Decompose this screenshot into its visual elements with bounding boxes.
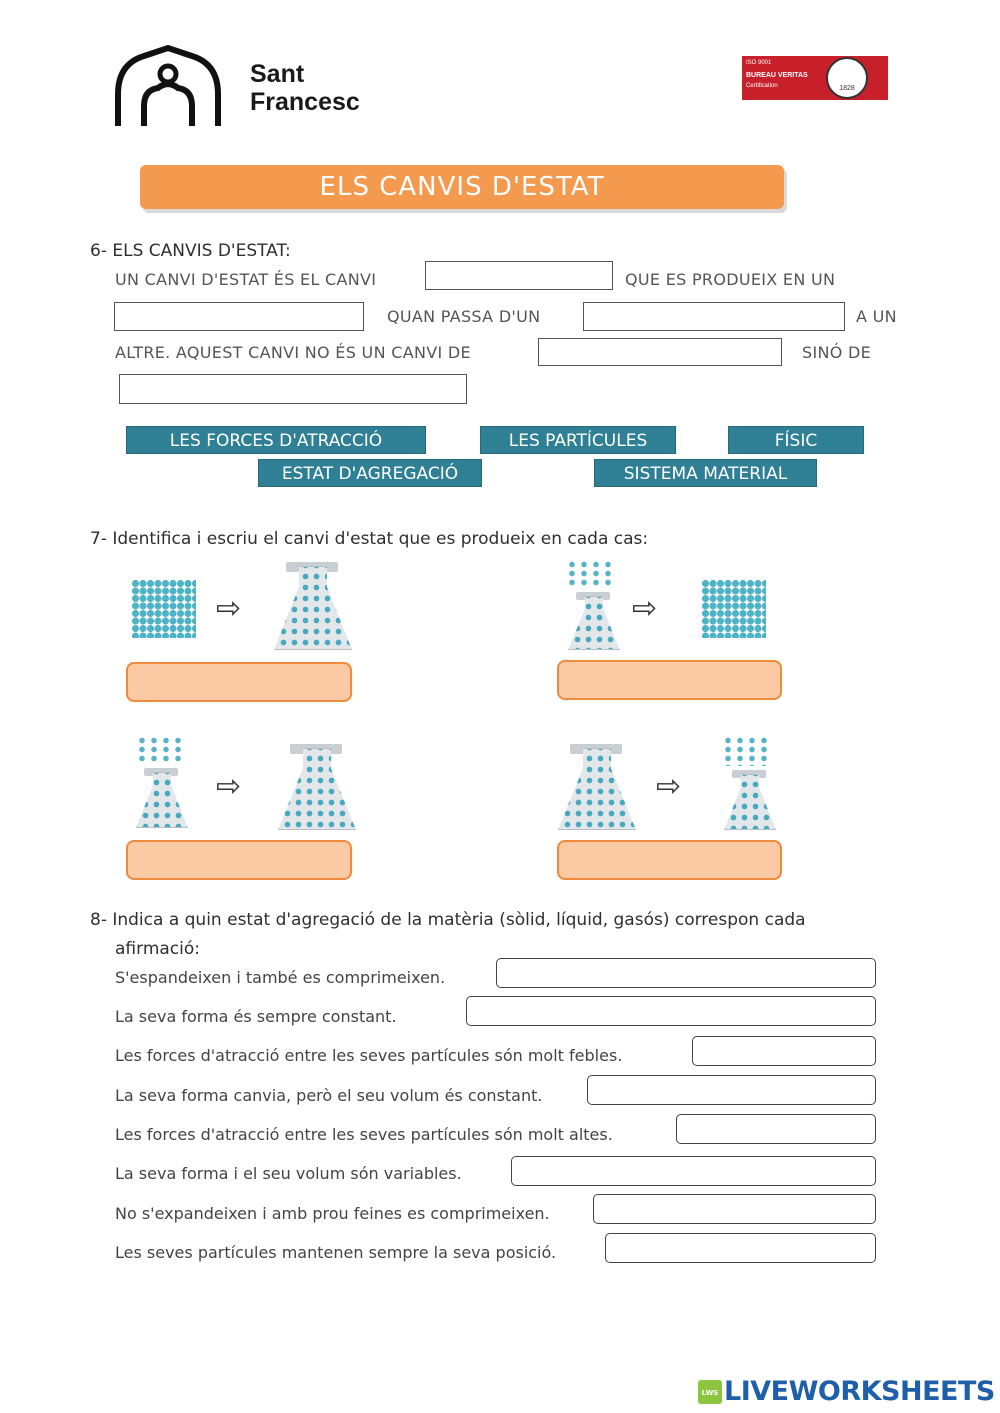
liquid-flask-icon (724, 774, 776, 830)
q8-answer-input[interactable] (511, 1156, 876, 1186)
option-chip[interactable]: SISTEMA MATERIAL (594, 459, 817, 487)
q8-statement: La seva forma i el seu volum són variables. (115, 1164, 462, 1183)
answer-box-2[interactable] (557, 660, 782, 700)
q6-text-4: A UN (856, 307, 897, 326)
cert-line1: ISO 9001 (746, 60, 772, 66)
q6-text-3: QUAN PASSA D'UN (387, 307, 541, 326)
arrow-right-icon: ⇨ (632, 591, 658, 626)
q6-blank-3[interactable] (583, 302, 845, 331)
liquid-flask-icon (136, 772, 188, 828)
q6-text-5: ALTRE. AQUEST CANVI NO ÉS UN CANVI DE (115, 343, 471, 362)
option-chip[interactable]: LES FORCES D'ATRACCIÓ (126, 426, 426, 454)
q8-statement: La seva forma canvia, però el seu volum és constant. (115, 1086, 543, 1105)
q8-heading-cont: afirmació: (115, 939, 200, 959)
q8-statement: Les forces d'atracció entre les seves partícules són molt febles. (115, 1046, 623, 1065)
q6-text-1: UN CANVI D'ESTAT ÉS EL CANVI (115, 270, 377, 289)
q8-answer-input[interactable] (676, 1114, 876, 1144)
liveworksheets-logo-icon (698, 1380, 722, 1404)
arrow-right-icon: ⇨ (216, 769, 242, 804)
q8-answer-input[interactable] (605, 1233, 876, 1263)
school-name-line2: Francesc (250, 88, 360, 116)
option-chip[interactable]: FÍSIC (728, 426, 864, 454)
answer-box-3[interactable] (126, 840, 352, 880)
q8-statement: La seva forma és sempre constant. (115, 1007, 397, 1026)
q6-blank-2[interactable] (114, 302, 364, 331)
q6-blank-1[interactable] (425, 261, 613, 290)
q8-statement: Les seves partícules mantenen sempre la seva posició. (115, 1243, 557, 1262)
q6-heading: 6- ELS CANVIS D'ESTAT: (90, 241, 291, 261)
q8-answer-input[interactable] (466, 996, 876, 1026)
arrow-right-icon: ⇨ (656, 769, 682, 804)
footer-badge: LWS (701, 1389, 719, 1397)
cert-line2: BUREAU VERITAS (746, 72, 808, 79)
q8-answer-input[interactable] (692, 1036, 876, 1066)
solid-particles-icon (132, 580, 196, 638)
solid-particles-icon (702, 580, 766, 638)
answer-box-4[interactable] (557, 840, 782, 880)
liquid-flask-icon (558, 748, 636, 830)
gas-particles-icon (136, 736, 186, 764)
certification-badge (742, 56, 888, 100)
arrow-right-icon: ⇨ (216, 591, 242, 626)
q7-heading: 7- Identifica i escriu el canvi d'estat que es produeix en cada cas: (90, 529, 649, 549)
q8-statement: S'espandeixen i també es comprimeixen. (115, 968, 446, 987)
gas-particles-icon (722, 736, 772, 766)
option-chip[interactable]: LES PARTÍCULES (480, 426, 676, 454)
q8-answer-input[interactable] (593, 1194, 876, 1224)
cert-seal-icon (826, 57, 868, 99)
q8-answer-input[interactable] (496, 958, 876, 988)
liquid-flask-icon (274, 566, 352, 650)
liquid-flask-icon (568, 596, 620, 650)
answer-box-1[interactable] (126, 662, 352, 702)
school-logo-icon (114, 44, 222, 130)
page-title: ELS CANVIS D'ESTAT (140, 165, 784, 209)
q8-answer-input[interactable] (587, 1075, 876, 1105)
cert-year: 1828 (839, 85, 855, 92)
q6-blank-5[interactable] (119, 374, 467, 404)
q8-statement: No s'expandeixen i amb prou feines es comprimeixen. (115, 1204, 550, 1223)
q6-blank-4[interactable] (538, 338, 782, 366)
cert-line3: Certification (746, 83, 778, 89)
q8-heading: 8- Indica a quin estat d'agregació de la matèria (sòlid, líquid, gasós) correspon cada (90, 910, 806, 930)
liquid-flask-icon (278, 748, 356, 830)
q6-text-6: SINÓ DE (802, 343, 872, 362)
q8-statement: Les forces d'atracció entre les seves partícules són molt altes. (115, 1125, 613, 1144)
footer-brand: LIVEWORKSHEETS (724, 1376, 995, 1407)
school-name-line1: Sant (250, 60, 305, 88)
gas-particles-icon (566, 560, 616, 588)
option-chip[interactable]: ESTAT D'AGREGACIÓ (258, 459, 482, 487)
q6-text-2: QUE ES PRODUEIX EN UN (625, 270, 836, 289)
